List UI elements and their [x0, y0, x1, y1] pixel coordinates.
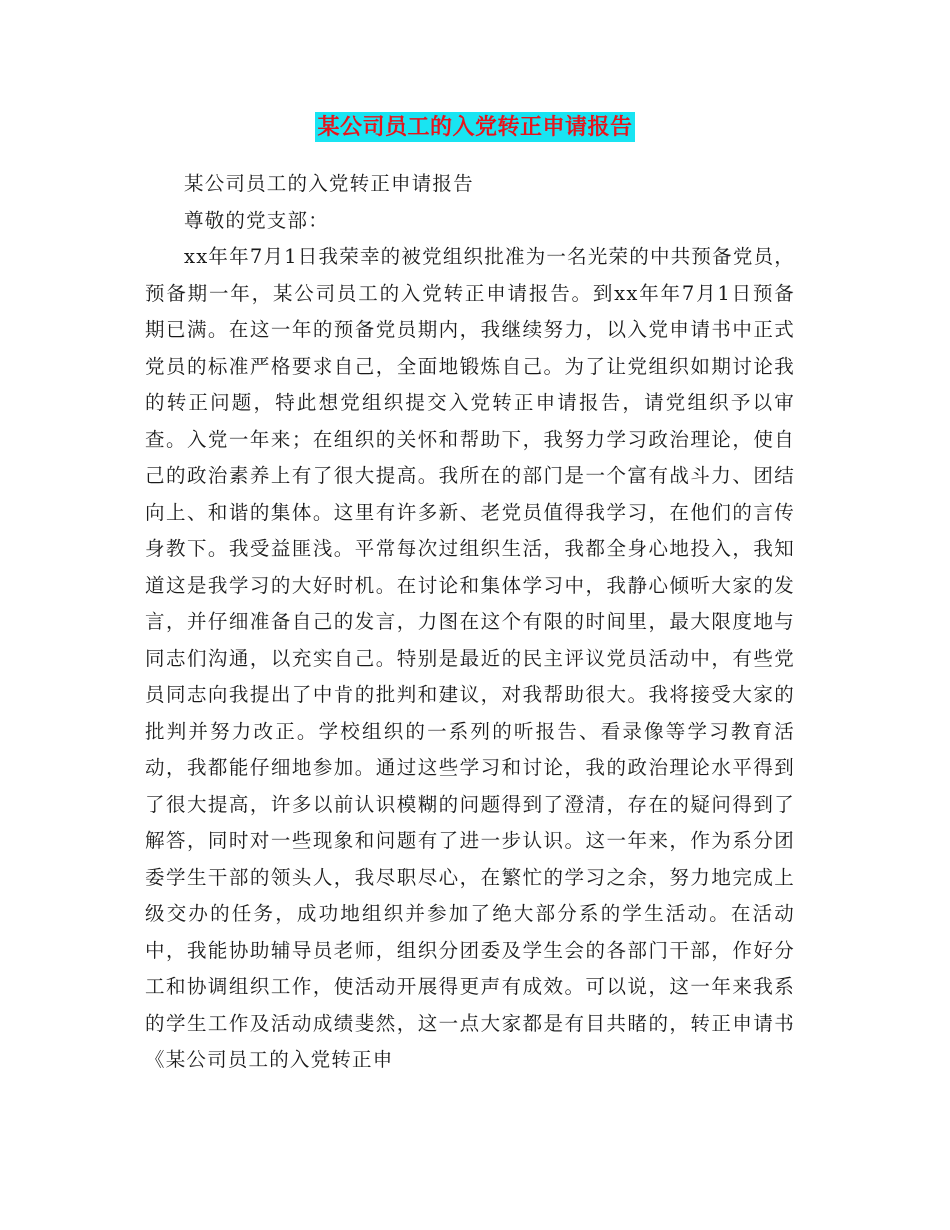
document-title: 某公司员工的入党转正申请报告: [317, 114, 633, 140]
title-container: [0, 112, 950, 142]
body-paragraph: xx年年7月1日我荣幸的被党组织批准为一名光荣的中共预备党员，预备期一年，某公司员工的入党转正申请报告。到xx年年7月1日预备期已满。在这一年的预备党员期内，我继续努力，以入党申请书中正式党员的标准严格要求自己，全面地锻炼自己。为了让党组织如期讨论我的转正问题，特此想党组织提交入党转正申请报告，请党组织予以审查。入党一年来；在组织的关怀和帮助下，我努力学习政治理论，使自己的政治素养上有了很大提高。我所在的部门是一个富有战斗力、团结向上、和谐的集体。这里有许多新、老党员值得我学习，在他们的言传身教下。我受益匪浅。平常每次过组织生活，我都全身心地投入，我知道这是我学习的大好时机。在讨论和集体学习中，我静心倾听大家的发言，并仔细准备自己的发言，力图在这个有限的时间里，最大限度地与同志们沟通，以充实自己。特别是最近的民主评议党员活动中，有些党员同志向我提出了中肯的批判和建议，对我帮助很大。我将接受大家的批判并努力改正。学校组织的一系列的听报告、看录像等学习教育活动，我都能仔细地参加。通过这些学习和讨论，我的政治理论水平得到了很大提高，许多以前认识模糊的问题得到了澄清，存在的疑问得到了解答，同时对一些现象和问题有了进一步认识。这一年来，作为系分团委学生干部的领头人，我尽职尽心，在繁忙的学习之余，努力地完成上级交办的任务，成功地组织并参加了绝大部分系的学生活动。在活动中，我能协助辅导员老师，组织分团委及学生会的各部门干部，作好分工和协调组织工作，使活动开展得更声有成效。可以说，这一年来我系的学生工作及活动成绩斐然，这一点大家都是有目共睹的，转正申请书《某公司员工的入党转正申: [145, 245, 795, 1071]
subtitle-paragraph: 某公司员工的入党转正申请报告: [184, 172, 474, 195]
salutation-paragraph: 尊敬的党支部：: [184, 208, 329, 232]
document-content: [145, 166, 795, 1079]
